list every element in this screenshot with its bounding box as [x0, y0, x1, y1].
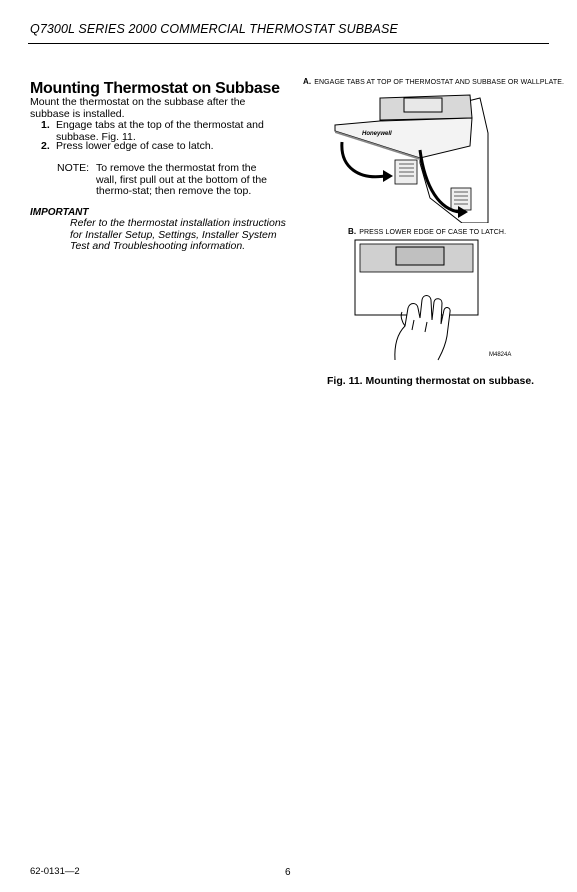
document-number: 62-0131—2	[30, 866, 80, 877]
display-window	[396, 247, 444, 265]
step-text: Press lower edge of case to latch.	[56, 140, 214, 152]
important-text: Refer to the thermostat installation instructions for Installer Setup, Settings, Installer System Test and Troubleshooting information.	[70, 217, 286, 252]
step-text: Engage tabs at the top of the thermostat and subbase. Fig. 11.	[56, 119, 264, 143]
brand-logo: Honeywell	[362, 131, 392, 137]
figure-caption: Fig. 11. Mounting thermostat on subbase.	[327, 375, 535, 387]
page-number: 6	[285, 867, 291, 878]
running-header: Q7300L SERIES 2000 COMMERCIAL THERMOSTAT SUBBASE	[30, 22, 398, 36]
arrow-left	[342, 142, 385, 177]
arrow-left-head	[383, 170, 393, 182]
figure-code: M4824A	[489, 352, 512, 358]
note-label: NOTE:	[57, 162, 90, 174]
figure-b-illustration	[350, 238, 490, 363]
important-label: IMPORTANT	[30, 207, 89, 218]
step-number: 1.	[41, 119, 50, 131]
step-number: 2.	[41, 140, 50, 152]
subbase-terminal-right	[451, 188, 471, 210]
figure-part-b-label	[348, 227, 506, 236]
figure-a-illustration	[320, 88, 500, 223]
display-window	[404, 98, 442, 112]
intro-paragraph: Mount the thermostat on the subbase after the subbase is installed.	[30, 96, 246, 120]
header-rule	[28, 43, 549, 44]
part-a-text: ENGAGE TABS AT TOP OF THERMOSTAT AND SUBBASE OR WALLPLATE.	[314, 79, 565, 86]
figure-part-a-label	[303, 77, 564, 86]
part-a-letter: A.	[303, 77, 312, 86]
note-text: To remove the thermostat from the wall, first pull out at the bottom of the thermo-stat; then remove the top.	[96, 162, 268, 197]
part-b-letter: B.	[348, 227, 357, 236]
part-b-text: PRESS LOWER EDGE OF CASE TO LATCH.	[359, 229, 507, 236]
section-title: Mounting Thermostat on Subbase	[30, 80, 280, 97]
